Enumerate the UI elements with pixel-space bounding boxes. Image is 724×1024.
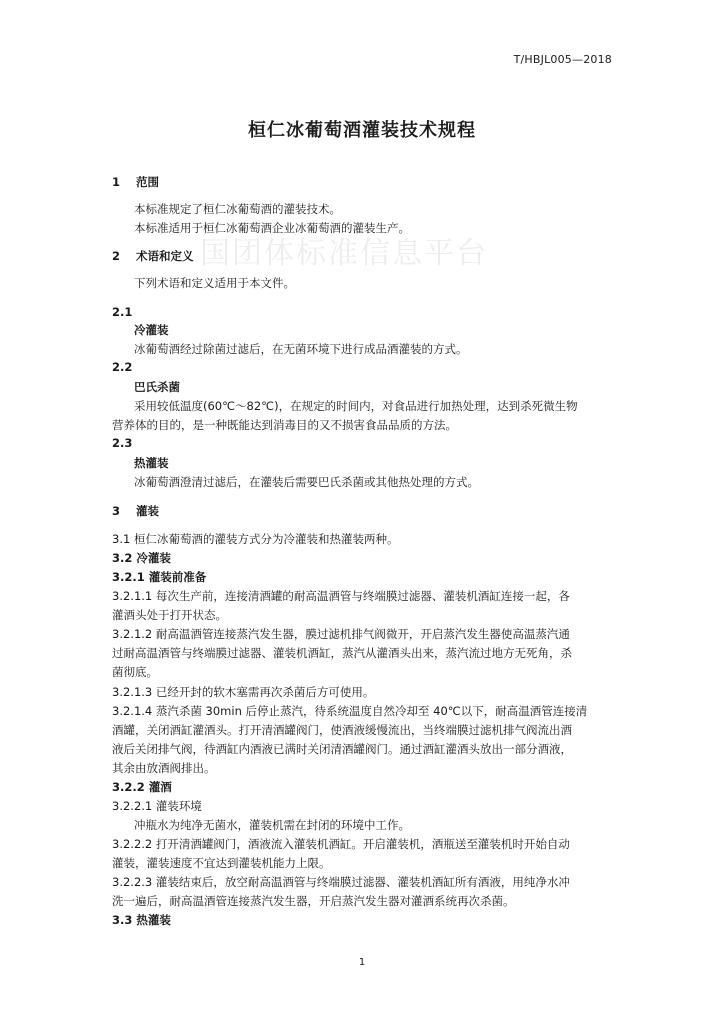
clause-3-2-heading: 3.2 冷灌装	[112, 551, 171, 565]
section-title: 灌装	[136, 504, 160, 518]
clause-3-2-2-3-line-2: 洗一遍后，耐高温酒管连接蒸汽发生器，开启蒸汽发生器对灌酒系统再次杀菌。	[112, 894, 515, 908]
section-2-para-1: 下列术语和定义适用于本文件。	[134, 276, 295, 290]
clause-3-2-1-2-line-3: 菌彻底。	[112, 665, 158, 679]
clause-3-2-1-heading: 3.2.1 灌装前准备	[112, 570, 207, 584]
clause-3-2-1-4-line-1: 3.2.1.4 蒸汽杀菌 30min 后停止蒸汽，待系统温度自然冷却至 40℃以下，耐高温酒管连接清	[112, 704, 588, 718]
section-number: 3	[112, 504, 121, 518]
standard-code: T/HBJL005—2018	[513, 53, 612, 66]
clause-3-2-1-3: 3.2.1.3 已经开封的软木塞需再次杀菌后方可使用。	[112, 685, 375, 699]
term-2-2-definition-line-2: 营养体的目的，是一种既能达到消毒目的又不损害食品品质的方法。	[112, 418, 457, 432]
clause-3-2-1-1-line-1: 3.2.1.1 每次生产前，连接清酒罐的耐高温酒管与终端膜过滤器、灌装机酒缸连接一起，各	[112, 589, 570, 603]
section-title: 范围	[136, 175, 160, 189]
clause-3-2-2-3-line-1: 3.2.2.3 灌装结束后，放空耐高温酒管与终端膜过滤器、灌装机酒缸所有酒液，用纯净水冲	[112, 875, 570, 889]
clause-3-2-1-2-line-2: 过耐高温酒管与终端膜过滤器、灌装机酒缸，蒸汽从灌酒头出来，蒸汽流过地方无死角，杀	[112, 646, 572, 660]
term-2-2-definition-line-1: 采用较低温度(60℃～82℃)，在规定的时间内，对食品进行加热处理，达到杀死微生物	[134, 399, 578, 413]
section-2-heading	[112, 248, 622, 264]
document-title: 桓仁冰葡萄酒灌装技术规程	[248, 120, 476, 141]
term-2-2-number: 2.2	[112, 360, 133, 374]
clause-3-2-2-1-line-1: 3.2.2.1 灌装环境	[112, 799, 202, 813]
term-2-3-number: 2.3	[112, 436, 133, 450]
term-2-3-definition: 冰葡萄酒澄清过滤后，在灌装后需要巴氏杀菌或其他热处理的方式。	[134, 475, 479, 489]
clause-3-2-2-2-line-1: 3.2.2.2 打开清酒罐阀门，酒液流入灌装机酒缸。开启灌装机，酒瓶送至灌装机时开始自动	[112, 837, 570, 851]
section-1-para-2: 本标准适用于桓仁冰葡萄酒企业冰葡萄酒的灌装生产。	[134, 221, 410, 235]
term-2-1-name: 冷灌装	[134, 323, 169, 337]
section-number: 2	[112, 249, 121, 263]
page-number: 1	[358, 957, 366, 968]
term-2-2-name: 巴氏杀菌	[134, 380, 180, 394]
clause-3-2-2-2-line-2: 灌装，灌装速度不宜达到灌装机能力上限。	[112, 856, 331, 870]
clause-3-2-1-4-line-4: 其余由放酒阀排出。	[112, 761, 216, 775]
clause-3-2-2-1-line-2: 冲瓶水为纯净无菌水，灌装机需在封闭的环境中工作。	[134, 818, 410, 832]
clause-3-2-1-2-line-1: 3.2.1.2 耐高温酒管连接蒸汽发生器，膜过滤机排气阀微开，开启蒸汽发生器使高温蒸汽通	[112, 627, 570, 641]
section-1-para-1: 本标准规定了桓仁冰葡萄酒的灌装技术。	[134, 202, 341, 216]
clause-3-3-heading: 3.3 热灌装	[112, 913, 171, 927]
section-1-heading	[112, 174, 622, 190]
clause-3-2-1-1-line-2: 灌酒头处于打开状态。	[112, 608, 227, 622]
clause-3-1: 3.1 桓仁冰葡萄酒的灌装方式分为冷灌装和热灌装两种。	[112, 532, 399, 546]
watermark: 国团体标准信息平台	[200, 236, 488, 271]
term-2-1-number: 2.1	[112, 305, 133, 319]
section-title: 术语和定义	[136, 249, 194, 263]
term-2-3-name: 热灌装	[134, 456, 169, 470]
term-2-1-definition: 冰葡萄酒经过除菌过滤后，在无菌环境下进行成品酒灌装的方式。	[134, 342, 468, 356]
section-3-heading	[112, 503, 622, 519]
clause-3-2-2-heading: 3.2.2 灌酒	[112, 780, 172, 794]
clause-3-2-1-4-line-3: 液后关闭排气阀，待酒缸内酒液已满时关闭清酒罐阀门。通过酒缸灌酒头放出一部分酒液，	[112, 742, 572, 756]
section-number: 1	[112, 175, 121, 189]
clause-3-2-1-4-line-2: 酒罐，关闭酒缸灌酒头。打开清酒罐阀门，使酒液缓慢流出，当终端膜过滤机排气阀流出酒	[112, 723, 572, 737]
